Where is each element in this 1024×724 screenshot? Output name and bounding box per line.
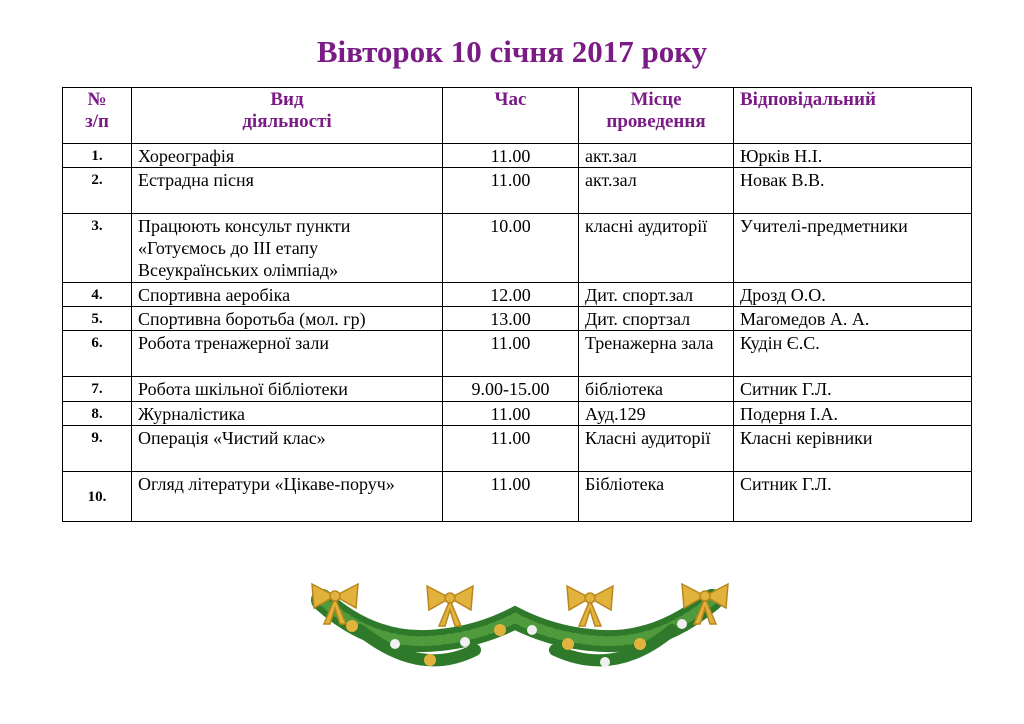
header-place-line1: Місце — [630, 89, 682, 110]
row-activity: Працюють консульт пункти «Готуємось до ІІІ етапу Всеукраїнських олімпіад» — [132, 214, 443, 283]
table-row — [63, 307, 972, 331]
row-place: Ауд.129 — [579, 402, 734, 426]
row-responsible: Ситник Г.Л. — [734, 472, 972, 522]
table-row — [63, 331, 972, 377]
row-time: 9.00-15.00 — [443, 377, 579, 402]
header-activity-line2: діяльності — [242, 111, 332, 132]
row-number: 4. — [63, 283, 132, 307]
row-time: 11.00 — [443, 168, 579, 214]
row-place: Тренажерна зала — [579, 331, 734, 377]
table-row — [63, 214, 972, 283]
table-row — [63, 472, 972, 522]
header-place — [579, 88, 734, 144]
row-time: 11.00 — [443, 472, 579, 522]
row-activity: Операція «Чистий клас» — [132, 426, 443, 472]
row-number: 8. — [63, 402, 132, 426]
row-place: Бібліотека — [579, 472, 734, 522]
schedule-table — [62, 87, 972, 522]
row-place: бібліотека — [579, 377, 734, 402]
row-time: 11.00 — [443, 144, 579, 168]
row-number: 5. — [63, 307, 132, 331]
row-activity: Робота тренажерної зали — [132, 331, 443, 377]
header-activity-line1: Вид — [270, 89, 304, 110]
row-number: 3. — [63, 214, 132, 283]
header-number — [63, 88, 132, 144]
row-time: 11.00 — [443, 402, 579, 426]
gold-bow-icon — [427, 586, 473, 626]
table-row — [63, 283, 972, 307]
row-number: 1. — [63, 144, 132, 168]
row-number: 6. — [63, 331, 132, 377]
header-activity — [132, 88, 443, 144]
header-responsible: Відповідальний — [734, 88, 972, 144]
header-number-line2: з/п — [85, 111, 109, 132]
row-number: 10. — [63, 472, 132, 522]
row-place: акт.зал — [579, 168, 734, 214]
row-activity: Естрадна пісня — [132, 168, 443, 214]
table-row — [63, 144, 972, 168]
gold-bow-icon — [567, 586, 613, 626]
header-number-line1: № — [87, 89, 107, 110]
row-time: 12.00 — [443, 283, 579, 307]
row-place: Дит. спорт.зал — [579, 283, 734, 307]
row-activity: Хореографія — [132, 144, 443, 168]
christmas-garland-icon — [300, 578, 740, 688]
row-responsible: Юрків Н.І. — [734, 144, 972, 168]
page-title: Вівторок 10 січня 2017 року — [316, 34, 708, 69]
row-responsible: Подерня І.А. — [734, 402, 972, 426]
row-time: 11.00 — [443, 426, 579, 472]
row-time: 13.00 — [443, 307, 579, 331]
row-activity: Робота шкільної бібліотеки — [132, 377, 443, 402]
row-responsible: Кудін Є.С. — [734, 331, 972, 377]
row-responsible: Магомедов А. А. — [734, 307, 972, 331]
row-responsible: Новак В.В. — [734, 168, 972, 214]
row-place: класні аудиторії — [579, 214, 734, 283]
row-responsible: Дрозд О.О. — [734, 283, 972, 307]
row-time: 10.00 — [443, 214, 579, 283]
row-number: 9. — [63, 426, 132, 472]
row-time: 11.00 — [443, 331, 579, 377]
table-header-row — [63, 88, 972, 144]
row-place: акт.зал — [579, 144, 734, 168]
row-number: 7. — [63, 377, 132, 402]
table-row — [63, 168, 972, 214]
header-place-line2: проведення — [606, 111, 706, 132]
row-responsible: Класні керівники — [734, 426, 972, 472]
row-responsible: Ситник Г.Л. — [734, 377, 972, 402]
row-responsible: Учителі-предметники — [734, 214, 972, 283]
table-row — [63, 426, 972, 472]
row-place: Дит. спортзал — [579, 307, 734, 331]
row-activity: Спортивна аеробіка — [132, 283, 443, 307]
row-activity: Спортивна боротьба (мол. гр) — [132, 307, 443, 331]
row-number: 2. — [63, 168, 132, 214]
row-place: Класні аудиторії — [579, 426, 734, 472]
table-row — [63, 402, 972, 426]
table-row — [63, 377, 972, 402]
header-time: Час — [443, 88, 579, 144]
row-activity: Журналістика — [132, 402, 443, 426]
row-activity: Огляд літератури «Цікаве-поруч» — [132, 472, 443, 522]
